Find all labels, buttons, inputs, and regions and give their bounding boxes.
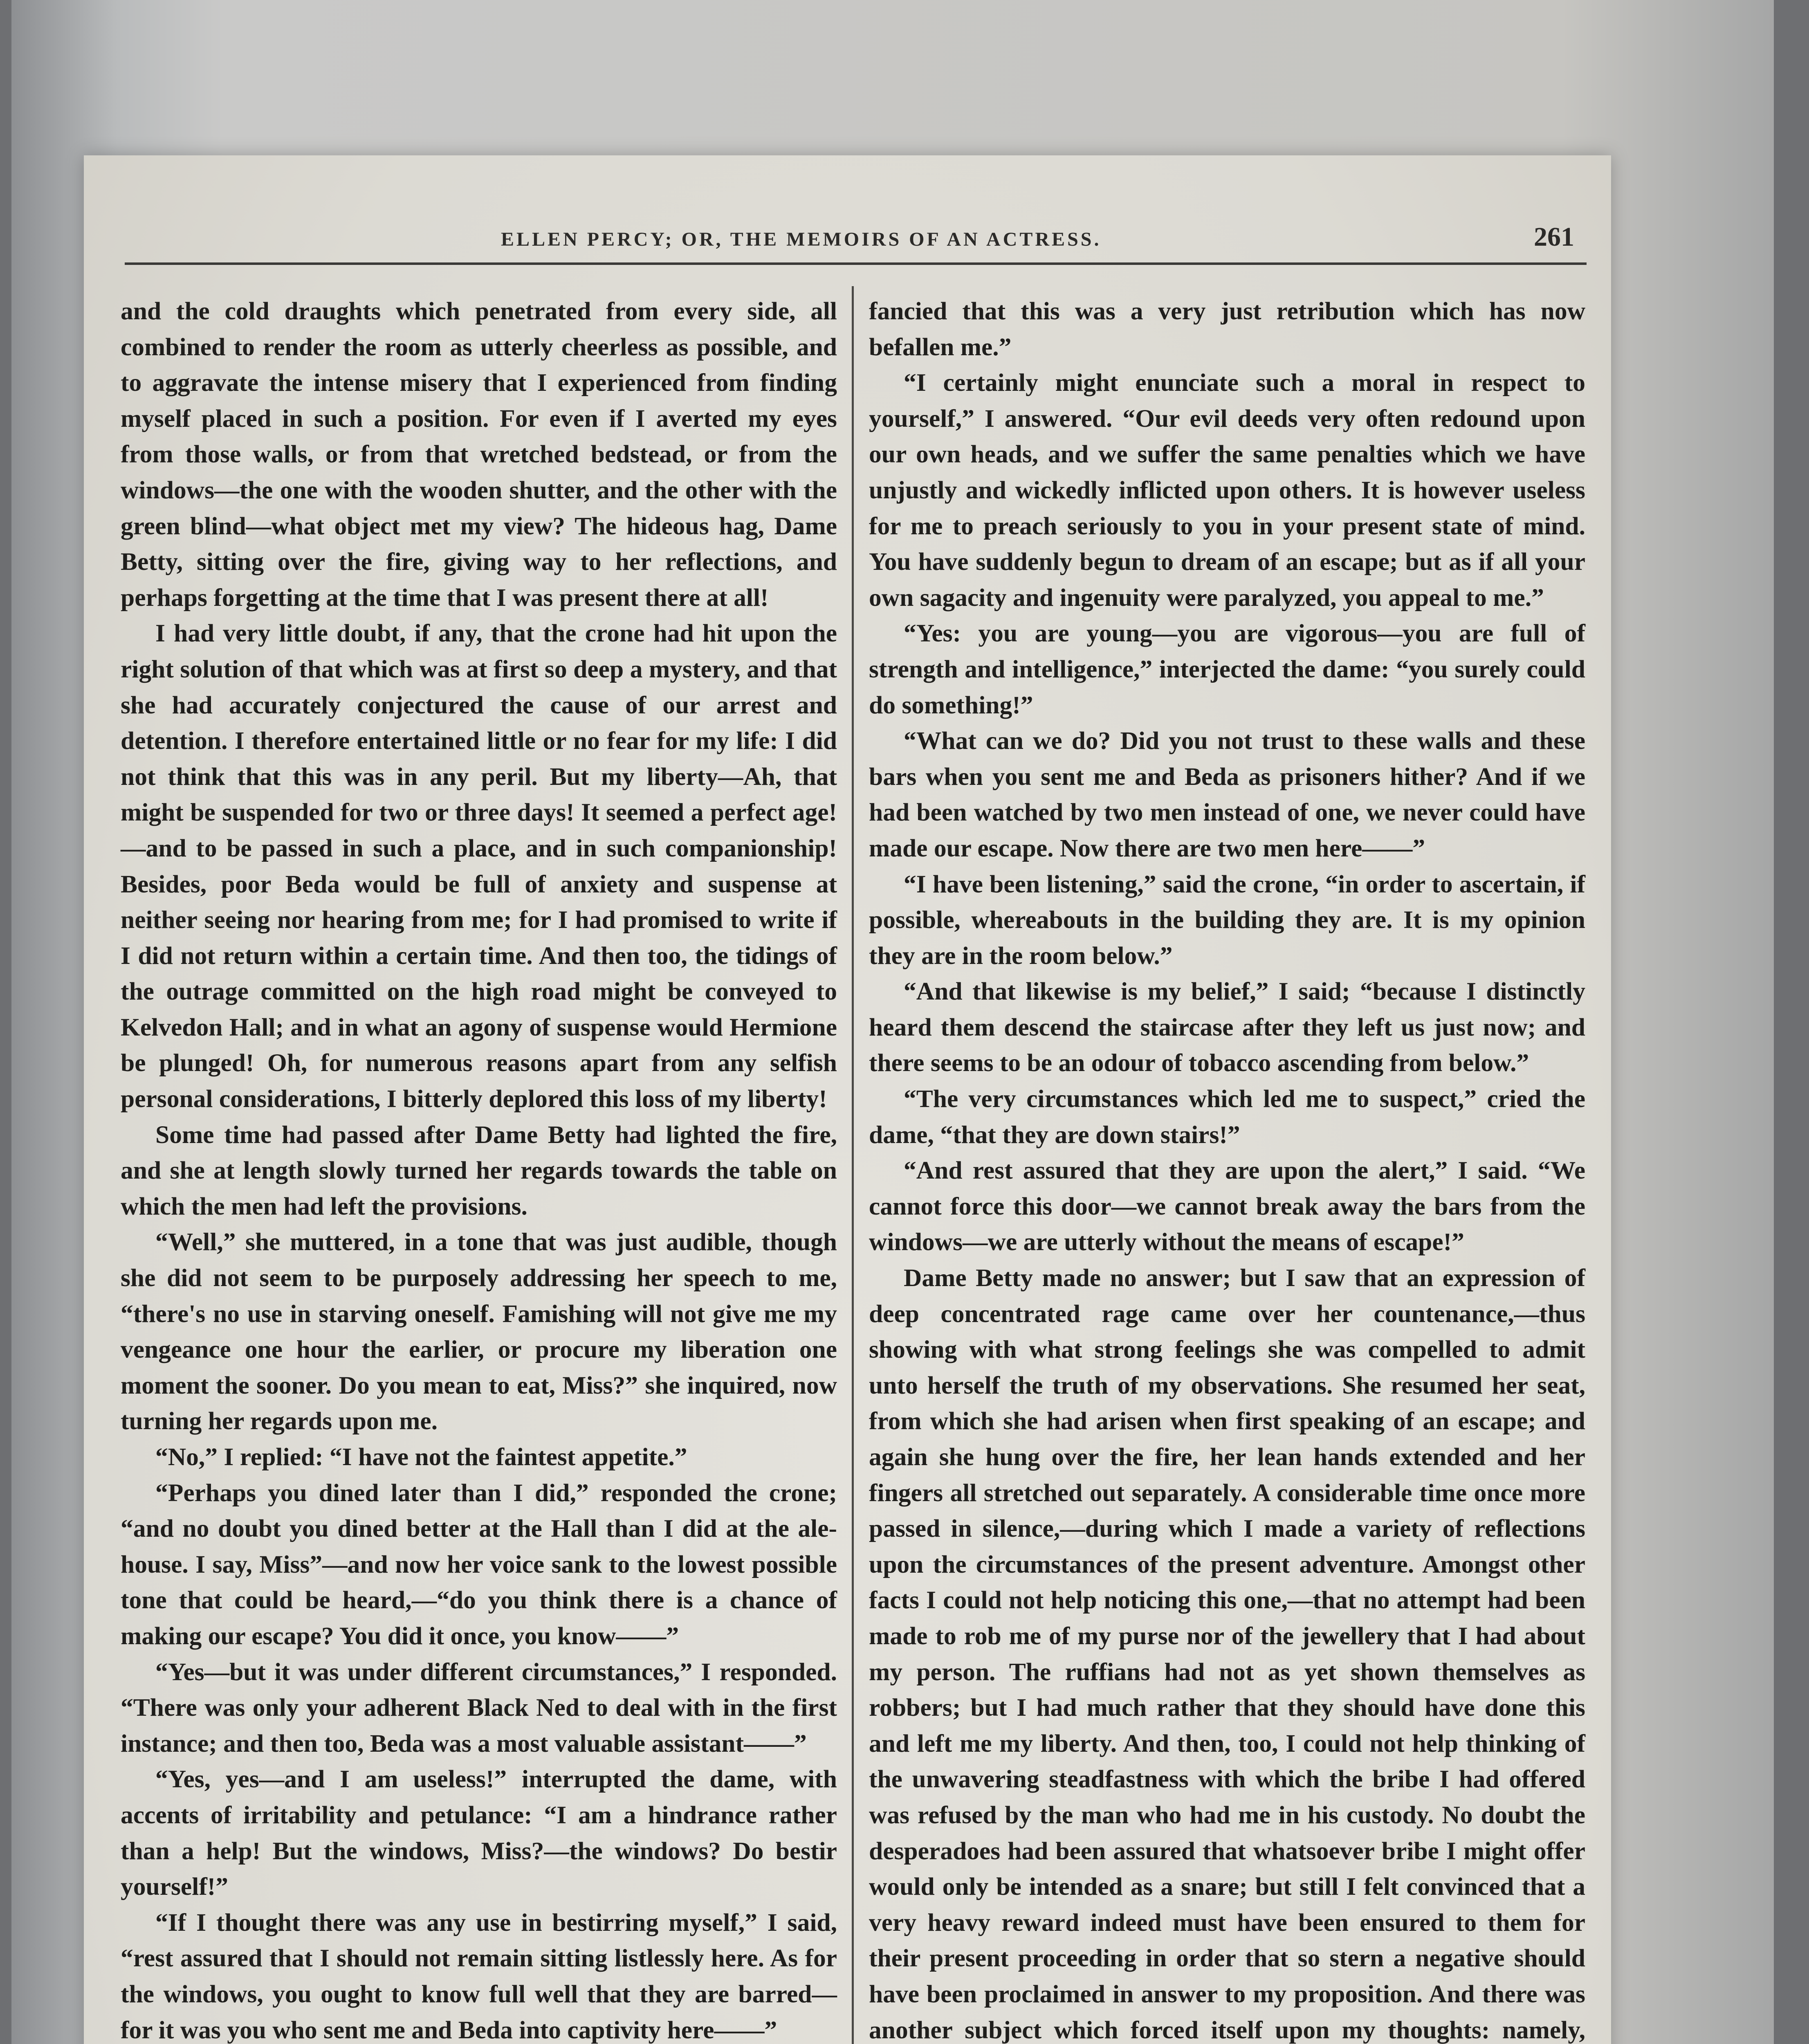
- paragraph: “And that likewise is my belief,” I said; “because I distinctly heard them descend the staircase after they left us just now; and there seems to be an odour of tobacco ascending from below.”: [869, 977, 1585, 1077]
- paragraph: “Yes: you are young—you are vigorous—you are full of strength and intelligence,” interjected the dame: “you surely could do something!”: [869, 619, 1585, 719]
- header-rule: [125, 262, 1587, 265]
- column-divider: [852, 286, 854, 2044]
- left-column: [121, 294, 837, 2044]
- paragraph: Some time had passed after Dame Betty had lighted the fire, and she at length slowly turned her regards towards the table on which the men had left the provisions.: [121, 1121, 837, 1220]
- paragraph: “And rest assured that they are upon the alert,” I said. “We cannot force this door—we cannot break away the bars from the windows—we are utterly without the means of escape!”: [869, 1156, 1585, 1256]
- book-page: [84, 155, 1611, 2044]
- paragraph: “Well,” she muttered, in a tone that was just audible, though she did not seem to be purposely addressing her speech to me, “there's no use in starving oneself. Famishing will not give me my vengeance one hour the earlier, or procure my liberation one moment the sooner. Do you mean to eat, Miss?” she inquired, now turning her regards upon me.: [121, 1228, 837, 1435]
- paragraph: “I have been listening,” said the crone, “in order to ascertain, if possible, whereabouts in the building they are. It is my opinion they are in the room below.”: [869, 870, 1585, 970]
- page-header: [117, 220, 1591, 257]
- paragraph: “Yes, yes—and I am useless!” interrupted the dame, with accents of irritability and petulance: “I am a hindrance rather than a help! But the windows, Miss?—the windows? Do bestir yourself!”: [121, 1765, 837, 1901]
- paragraph: “No,” I replied: “I have not the faintest appetite.”: [155, 1443, 687, 1471]
- running-title: ELLEN PERCY; OR, THE MEMOIRS OF AN ACTRESS.: [501, 229, 1102, 250]
- right-column: [869, 294, 1585, 2044]
- paragraph: fancied that this was a very just retribution which has now befallen me.”: [869, 297, 1585, 361]
- paragraph: I had very little doubt, if any, that the crone had hit upon the right solution of that which was at first so deep a mystery, and that she had accurately conjectured the cause of our arrest and detention. I therefore entertained little or no fear for my life: I did not think that this was in any peril. But my liberty—Ah, that might be suspended for two or three days! It seemed a perfect age!—and to be passed in such a place, and in such companionship! Besides, poor Beda would be full of anxiety and suspense at neither seeing nor hearing from me; for I had promised to write if I did not return within a certain time. And then too, the tidings of the outrage committed on the high road might be conveyed to Kelvedon Hall; and in what an agony of suspense would Hermione be plunged! Oh, for numerous reasons apart from any selfish personal considerations, I bitterly deplored this loss of my liberty!: [121, 619, 837, 1113]
- page-number: 261: [1534, 222, 1574, 252]
- paragraph: Dame Betty made no answer; but I saw that an expression of deep concentrated rage came over her countenance,—thus showing with what strong feelings she was compelled to admit unto herself the truth of my observations. She resumed her seat, from which she had arisen when first speaking of an escape; and again she hung over the fire, her lean hands extended and her fingers all stretched out separately. A considerable time once more passed in silence,—during which I made a variety of reflections upon the circumstances of the present adventure. Amongst other facts I could not help noticing this one,—that no attempt had been made to rob me of my purse nor of the jewellery that I had about my person. The ruffians had not as yet shown themselves as robbers; but I had much rather that they should have done this and left me my liberty. And then, too, I could not help thinking of the unwavering steadfastness with which the bribe I had offered was refused by the man who had me in his custody. No doubt the desperadoes had been assured that whatsoever bribe I might offer would only be intended as a snare; but still I felt convinced that a very heavy reward indeed must have been ensured to them for their present proceeding in order that so stern a negative should have been proclaimed in answer to my proposition. And there was another subject which forced itself upon my thoughts: namely,: [869, 1264, 1585, 2044]
- paragraph: “If I thought there was any use in bestirring myself,” I said, “rest assured that I should not remain sitting listlessly here. As for the windows, you ought to know full well that they are barred—for it was you who sent me and Beda into captivity here——”: [121, 1908, 837, 2044]
- paragraph: “Yes—but it was under different circumstances,” I responded. “There was only your adherent Black Ned to deal with in the first instance; and then too, Beda was a most valuable assistant——”: [121, 1658, 837, 1757]
- paragraph: “I certainly might enunciate such a moral in respect to yourself,” I answered. “Our evil deeds very often redound upon our own heads, and we suffer the same penalties which we have unjustly and wickedly inflicted upon others. It is however useless for me to preach seriously to you in your present state of mind. You have suddenly begun to dream of an escape; but as if all your own sagacity and ingenuity were paralyzed, you appeal to me.”: [869, 369, 1585, 612]
- paragraph: and the cold draughts which penetrated from every side, all combined to render the room as utterly cheerless as possible, and to aggravate the intense misery that I experienced from finding myself placed in such a position. For even if I averted my eyes from those walls, or from that wretched bedstead, or from the windows—the one with the wooden shutter, and the other with the green blind—what object met my view? The hideous hag, Dame Betty, sitting over the fire, giving way to her reflections, and perhaps forgetting at the time that I was present there at all!: [121, 297, 837, 612]
- paragraph: “What can we do? Did you not trust to these walls and these bars when you sent me and Beda as prisoners hither? And if we had been watched by two men instead of one, we never could have made our escape. Now there are two men here——”: [869, 727, 1585, 862]
- paragraph: “Perhaps you dined later than I did,” responded the crone; “and no doubt you dined better at the Hall than I did at the ale-house. I say, Miss”—and now her voice sank to the lowest possible tone that could be heard,—“do you think there is a chance of making our escape? You did it once, you know——”: [121, 1479, 837, 1650]
- paragraph: “The very circumstances which led me to suspect,” cried the dame, “that they are down stairs!”: [869, 1085, 1585, 1149]
